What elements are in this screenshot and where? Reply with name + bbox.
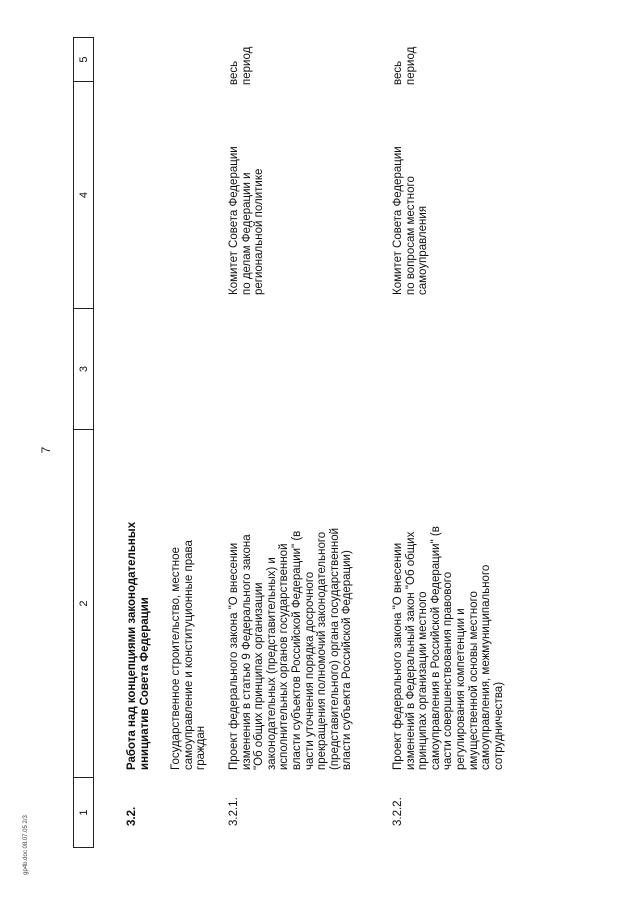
table-header-row: [73, 37, 94, 848]
row-period: весь период: [228, 46, 253, 85]
column-header-4: 4: [74, 81, 93, 308]
column-header-2: 2: [74, 429, 93, 777]
column-header-1: 1: [74, 777, 93, 847]
section-title: Работа над концепциями законодательных инициатив Совета Федерации: [126, 521, 151, 770]
row-number: 3.2.1.: [228, 797, 240, 826]
row-period: весь период: [392, 46, 417, 85]
row-responsible: Комитет Совета Федерации по вопросам местного самоуправления: [392, 146, 430, 295]
page-number: 7: [39, 446, 53, 454]
column-header-3: 3: [74, 308, 93, 429]
row-responsible: Комитет Совета Федерации по делам Федерации и региональной политике: [228, 146, 266, 295]
section-subtitle: Государственное строительство, местное самоуправление и конституционные права граждан: [170, 540, 208, 770]
row-description: Проект федерального закона "О внесении изменения в статью 9 Федерального закона "Об общих принципах организации законодательных (представительных) и исполнительных органов государственной власти субъектов Российской Федерации" (в части уточнения порядка досрочного прекращения полномочий законодательного (представительного) органа государственной власти субъекта Российской Федерации): [228, 527, 354, 770]
column-header-5: 5: [77, 56, 90, 63]
row-number: 3.2.2.: [392, 797, 404, 826]
section-number: 3.2.: [126, 806, 138, 826]
footer-note: gp4b.doc 08.07.05 2/3: [23, 815, 29, 875]
row-description: Проект федерального закона "О внесении изменений в Федеральный закон "Об общих принципах организации местного самоуправления в Российской Федерации" (в части совершенствования правового регулирования компетенции и имущественной основы местного самоуправления, межмуниципального сотрудничества): [392, 526, 505, 770]
